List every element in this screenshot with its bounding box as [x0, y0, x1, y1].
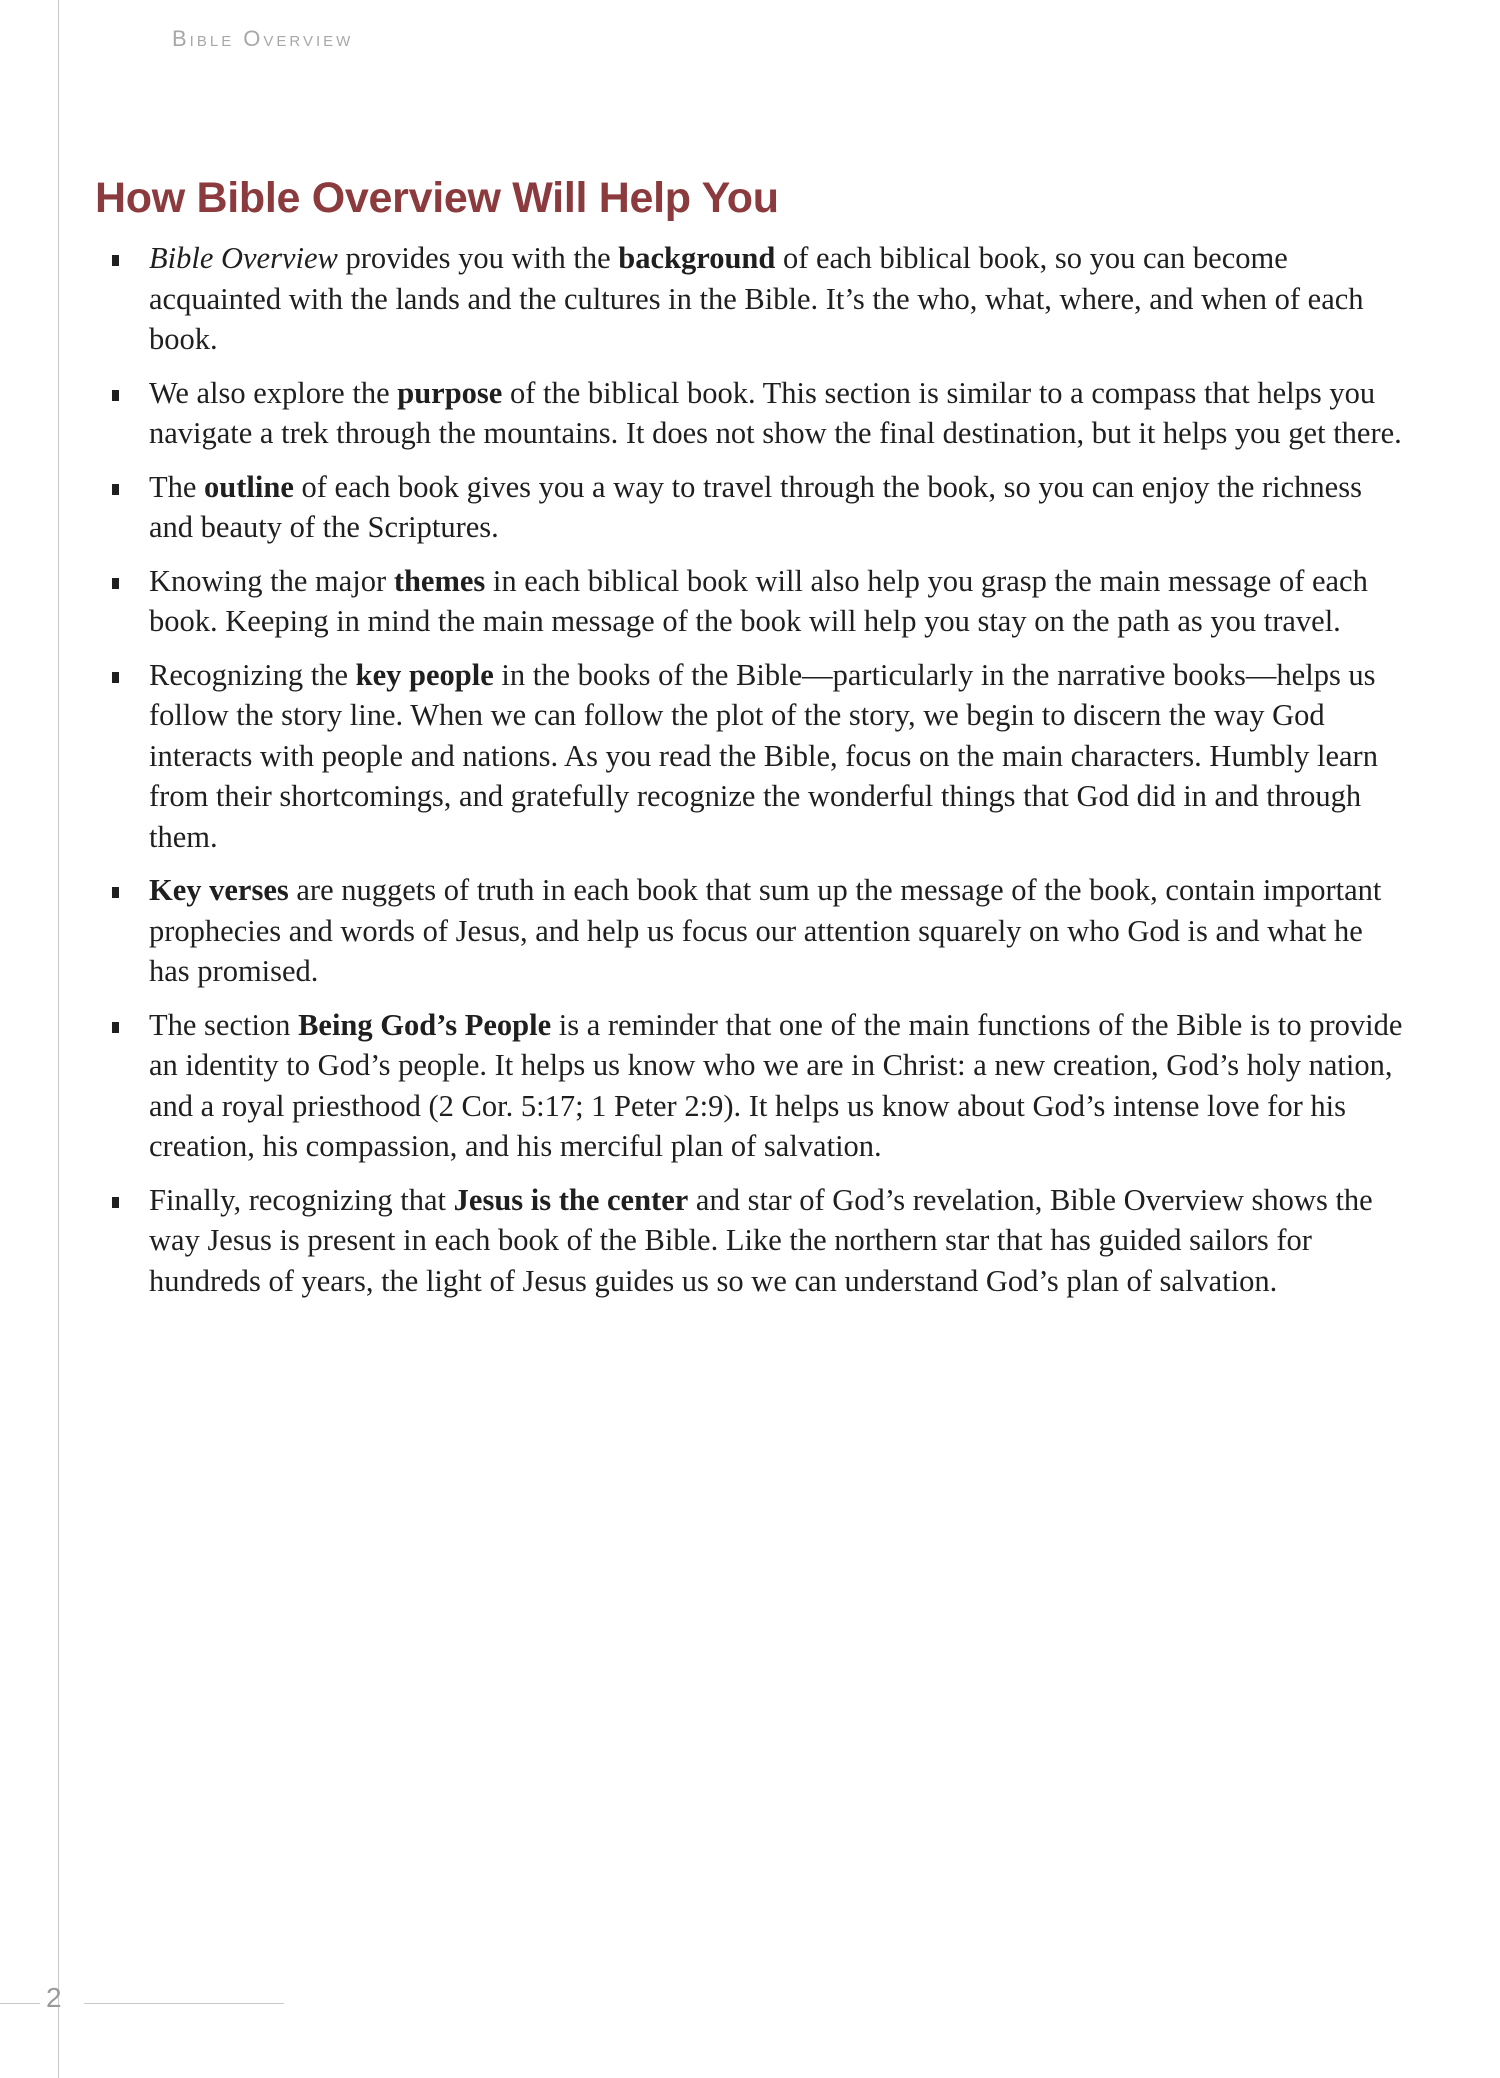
bullet-item: [105, 467, 1405, 548]
bullet-text-pre: Finally, recognizing that: [149, 1182, 454, 1217]
section-title: How Bible Overview Will Help You: [95, 174, 779, 222]
square-bullet-icon: [112, 1022, 119, 1033]
bullet-text-post: in the books of the Bible—particularly in the narrative books—helps us follow the story line. When we can follow the plot of the story, we begin to discern the way God interacts with people and nations. As you read the Bible, focus on the main characters. Humbly learn from their shortcomings, and gratefully recognize the wonderful things that God did in and through them.: [149, 657, 1378, 854]
bullet-text-pre: The: [149, 469, 205, 504]
bullet-item: [105, 238, 1405, 360]
running-head: Bible Overview: [172, 26, 354, 51]
bullet-text-post: of each biblical book, so you can become acquainted with the lands and the cultures in the Bible. It’s the who, what, where, and when of each book.: [149, 241, 1364, 356]
bullet-text-pre: We also explore the: [149, 375, 398, 410]
bullet-keyword: Being God’s People: [298, 1007, 552, 1042]
bullet-keyword: purpose: [397, 375, 503, 410]
bullet-text-post: of each book gives you a way to travel through the book, so you can enjoy the richness and beauty of the Scriptures.: [149, 469, 1362, 544]
bullet-keyword: outline: [204, 469, 294, 504]
bullet-text-post: of the biblical book. This section is similar to a compass that helps you navigate a trek through the mountains. It does not show the final destination, but it helps you get there.: [149, 375, 1402, 450]
folio-rule: [0, 2003, 40, 2004]
square-bullet-icon: [112, 1197, 119, 1208]
bullet-text-post: is a reminder that one of the main functions of the Bible is to provide an identity to God’s people. It helps us know who we are in Christ: a new creation, God’s holy nation, and a royal priesthood (2 Cor. 5:17; 1 Peter 2:9). It helps us know about God’s intense love for his creation, his compassion, and his merciful plan of salvation.: [149, 1007, 1403, 1163]
bullet-item: [105, 373, 1405, 454]
bullet-text-pre: The section: [149, 1007, 299, 1042]
bullet-text-post: are nuggets of truth in each book that sum up the message of the book, contain important prophecies and words of Jesus, and help us focus our attention squarely on who God is and what he has promised.: [149, 873, 1382, 988]
square-bullet-icon: [112, 390, 119, 401]
bullet-text-pre: Recognizing the: [149, 657, 356, 692]
bullet-item: [105, 561, 1405, 642]
bullet-keyword: background: [618, 241, 776, 275]
bullet-item: [105, 655, 1405, 858]
bullet-item: [105, 1180, 1405, 1302]
bullet-item: [105, 870, 1405, 992]
bullet-text-mid: provides you with the: [337, 241, 619, 275]
bullet-keyword: Key verses: [149, 873, 289, 907]
bullet-text-pre: Knowing the major: [149, 563, 394, 598]
folio-rule: [84, 2003, 284, 2004]
bullet-text-post: and star of God’s revelation, Bible Overview shows the way Jesus is present in each book of the Bible. Like the northern star that has guided sailors for hundreds of years, the light of Jesus guides us so we can understand God’s plan of salvation.: [149, 1182, 1373, 1298]
page-number: 2: [46, 1982, 62, 2013]
bullet-keyword: themes: [393, 563, 486, 598]
margin-rule: [58, 0, 59, 2078]
square-bullet-icon: [112, 672, 119, 683]
square-bullet-icon: [112, 484, 119, 495]
square-bullet-icon: [112, 887, 119, 898]
bullet-item: [105, 1005, 1405, 1167]
bullet-list: [105, 238, 1405, 1314]
bullet-keyword: key people: [355, 657, 494, 692]
square-bullet-icon: [112, 578, 119, 589]
square-bullet-icon: [112, 255, 119, 266]
bullet-text-post: in each biblical book will also help you grasp the main message of each book. Keeping in mind the main message of the book will help you stay on the path as you travel.: [149, 563, 1368, 638]
bullet-text-italic: Bible Overview: [149, 241, 338, 275]
bullet-keyword: Jesus is the center: [453, 1182, 689, 1217]
